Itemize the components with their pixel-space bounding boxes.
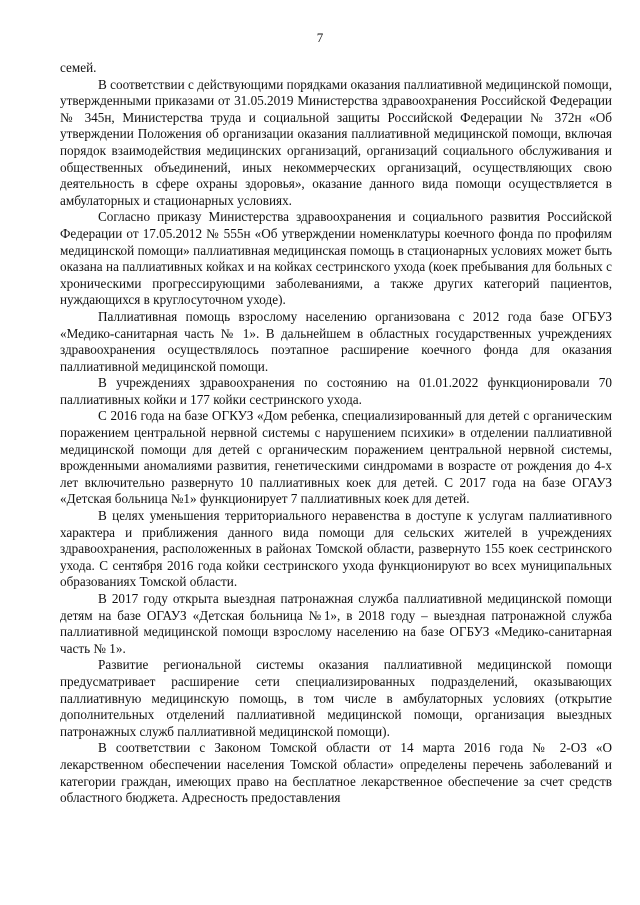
paragraph-bed-count-2022: В учреждениях здравоохранения по состоянию на 01.01.2022 функционировали 70 паллиативных койки и 177 койки сестринского ухода. — [60, 375, 612, 407]
paragraph-adult-care-2012: Паллиативная помощь взрослому населению организована с 2012 года базе ОГБУЗ «Медико-санитарная часть № 1». В дальнейшем в областных государственных учреждениях здравоохранения осуществлялось поэтапное расширение коечного фонда для оказания паллиативной медицинской помощи. — [60, 308, 612, 374]
paragraph-drug-provision: В соответствии с Законом Томской области от 14 марта 2016 года № 2-ОЗ «О лекарственном обеспечении населения Томской области» определены перечень заболеваний и категории граждан, имеющих право на бесплатное лекарственное обеспечение за счет средств областного бюджета. Адресность предоставления — [60, 740, 612, 806]
paragraph-palliative-procedures: В соответствии с действующими порядками оказания паллиативной медицинской помощи, утвержденными приказами от 31.05.2019 Министерства здравоохранения Российской Федерации № 345н, Министерства труда и социальной защиты Российской Федерации № 372н «Об утверждении Положения об организации оказания паллиативной медицинской помощи, включая порядок взаимодействия медицинских организаций, организаций социального обслуживания и общественных объединений, иных некоммерческих организаций, осуществляющих свою деятельность в сфере охраны здоровья», оказание данного вида помощи осуществляется в амбулаторных и стационарных условиях. — [60, 76, 612, 208]
paragraph-mobile-services: В 2017 году открыта выездная патронажная служба паллиативной медицинской помощи детям на базе ОГАУЗ «Детская больница №1», в 2018 году – выездная патронажной служба паллиативной медицинской помощи взрослому населению на базе ОГБУЗ «Медико-санитарная часть № 1». — [60, 591, 612, 656]
paragraph-bed-nomenclature: Согласно приказу Министерства здравоохранения и социального развития Российской Федерации от 17.05.2012 № 555н «Об утверждении номенклатуры коечного фонда по профилям медицинской помощи» паллиативная медицинская помощь в стационарных условиях может быть оказана на паллиативных койках и на койках сестринского ухода (коек пребывания для больных с хроническими прогрессирующими заболеваниями, а также других категорий пациентов, нуждающихся в круглосуточном уходе). — [60, 209, 612, 308]
page-number: 7 — [316, 30, 324, 45]
paragraph-regional-development: Развитие региональной системы оказания паллиативной медицинской помощи предусматривает расширение сети специализированных подразделений, оказывающих паллиативную медицинскую помощь, в том числе в амбулаторных условиях (открытие дополнительных отделений паллиативной медицинской помощи, организация выездных патронажных служб паллиативной медицинской помощи). — [60, 657, 612, 739]
paragraph-children-care: С 2016 года на базе ОГКУЗ «Дом ребенка, специализированный для детей с органическим поражением центральной нервной системы с нарушением психики» в отделении паллиативной медицинской помощи для детей с органическим поражением центральной нервной системы, врожденными аномалиями развития, генетическими синдромами в возрасте от рождения до 4-х лет включительно развернуто 10 паллиативных коек для детей. С 2017 года на базе ОГАУЗ «Детская больница №1» функционирует 7 паллиативных коек для детей. — [60, 408, 612, 507]
paragraph-rural-access: В целях уменьшения территориального неравенства в доступе к услугам паллиативного характера и приближения данного вида помощи для сельских жителей в учреждениях здравоохранения, расположенных в районах Томской области, развернуто 155 коек сестринского ухода. С сентября 2016 года койки сестринского ухода функционируют во всех муниципальных образованиях Томской области. — [60, 508, 612, 590]
document-body — [60, 60, 612, 807]
paragraph-continuation: семей. — [60, 60, 97, 75]
